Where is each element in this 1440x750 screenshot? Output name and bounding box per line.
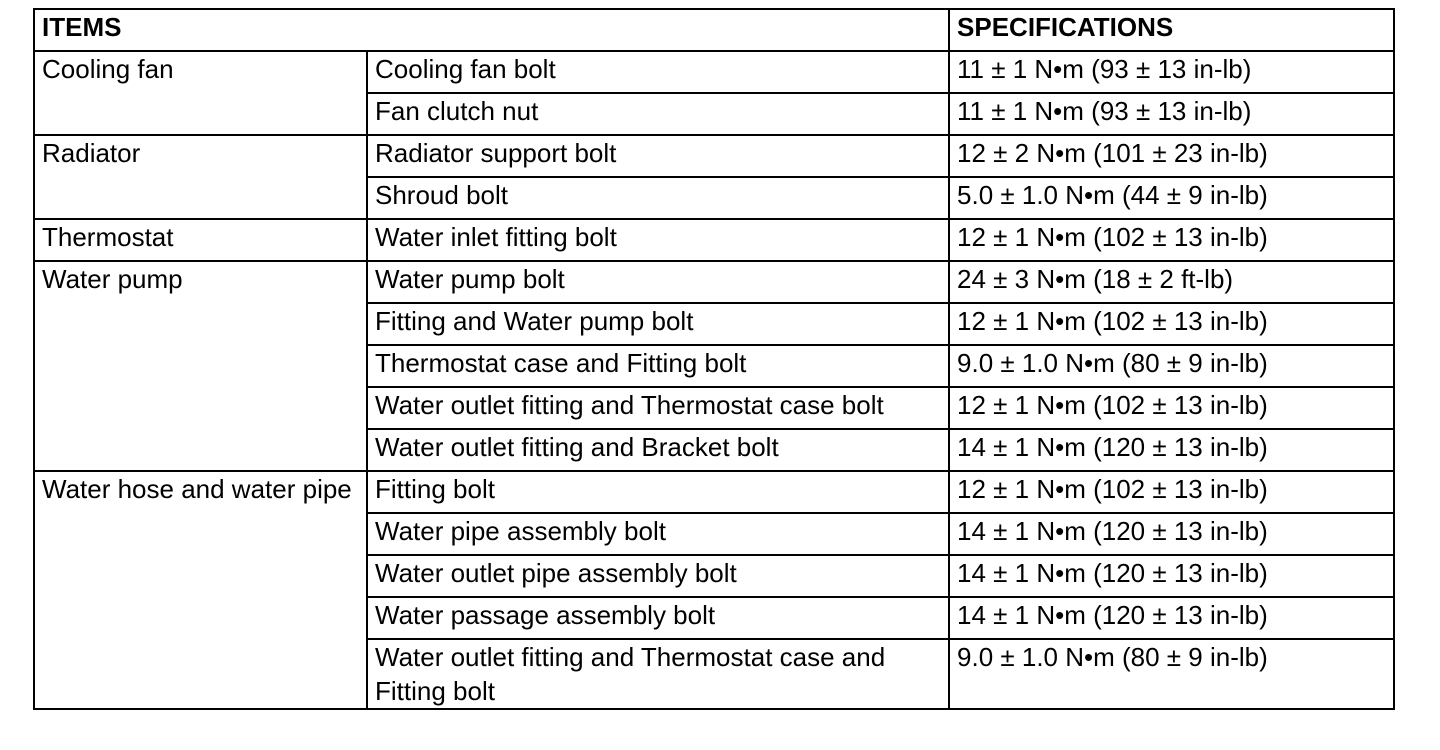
category-cell: Thermostat [34,219,367,261]
item-cell: Water passage assembly bolt [367,597,949,639]
spec-cell: 14 ± 1 N•m (120 ± 13 in-lb) [949,597,1394,639]
item-cell: Water pipe assembly bolt [367,513,949,555]
item-cell: Water outlet fitting and Thermostat case bolt [367,387,949,429]
item-cell: Water pump bolt [367,261,949,303]
spec-cell: 12 ± 1 N•m (102 ± 13 in-lb) [949,219,1394,261]
items-header: ITEMS [34,9,949,51]
item-cell: Shroud bolt [367,177,949,219]
item-cell: Fitting and Water pump bolt [367,303,949,345]
spec-cell: 14 ± 1 N•m (120 ± 13 in-lb) [949,513,1394,555]
spec-cell: 11 ± 1 N•m (93 ± 13 in-lb) [949,51,1394,93]
item-cell: Water outlet fitting and Bracket bolt [367,429,949,471]
item-cell: Fitting bolt [367,471,949,513]
spec-cell: 12 ± 2 N•m (101 ± 23 in-lb) [949,135,1394,177]
item-cell: Water outlet fitting and Thermostat case and Fitting bolt [367,639,949,709]
item-cell: Cooling fan bolt [367,51,949,93]
spec-cell: 12 ± 1 N•m (102 ± 13 in-lb) [949,303,1394,345]
spec-cell: 5.0 ± 1.0 N•m (44 ± 9 in-lb) [949,177,1394,219]
spec-cell: 14 ± 1 N•m (120 ± 13 in-lb) [949,429,1394,471]
spec-cell: 14 ± 1 N•m (120 ± 13 in-lb) [949,555,1394,597]
specifications-header: SPECIFICATIONS [949,9,1394,51]
category-cell: Water hose and water pipe [34,471,367,709]
spec-cell: 12 ± 1 N•m (102 ± 13 in-lb) [949,471,1394,513]
item-cell: Water inlet fitting bolt [367,219,949,261]
spec-cell: 11 ± 1 N•m (93 ± 13 in-lb) [949,93,1394,135]
table-body [34,51,1394,709]
category-cell: Water pump [34,261,367,471]
category-cell: Radiator [34,135,367,219]
table-row [34,219,1394,261]
item-cell: Thermostat case and Fitting bolt [367,345,949,387]
specifications-table [33,8,1395,710]
table-row [34,471,1394,513]
category-cell: Cooling fan [34,51,367,135]
item-cell: Radiator support bolt [367,135,949,177]
spec-cell: 9.0 ± 1.0 N•m (80 ± 9 in-lb) [949,639,1394,709]
item-cell: Fan clutch nut [367,93,949,135]
spec-cell: 9.0 ± 1.0 N•m (80 ± 9 in-lb) [949,345,1394,387]
spec-cell: 12 ± 1 N•m (102 ± 13 in-lb) [949,387,1394,429]
table-row [34,51,1394,93]
item-cell: Water outlet pipe assembly bolt [367,555,949,597]
table-row [34,135,1394,177]
header-row [34,9,1394,51]
table-row [34,261,1394,303]
spec-cell: 24 ± 3 N•m (18 ± 2 ft-lb) [949,261,1394,303]
